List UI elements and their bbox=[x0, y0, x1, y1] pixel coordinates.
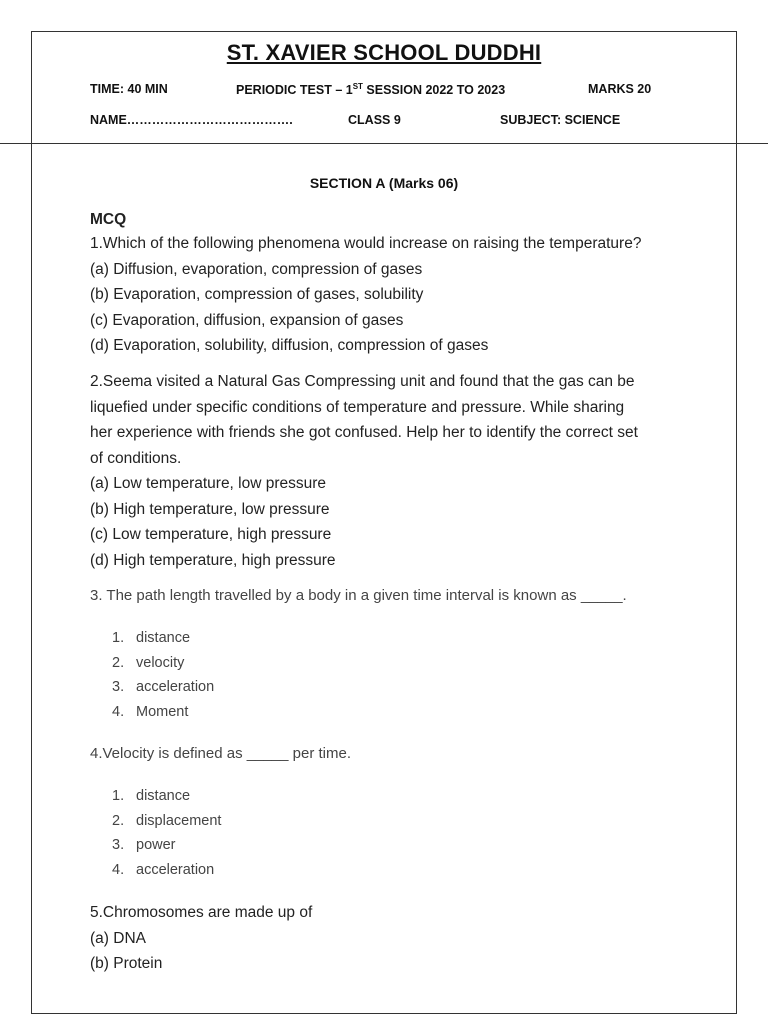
list-item: 4. Moment bbox=[112, 703, 189, 720]
question-5 bbox=[90, 900, 312, 977]
subject-label: SUBJECT: SCIENCE bbox=[500, 113, 621, 127]
list-item: 3. acceleration bbox=[112, 679, 215, 695]
header-divider bbox=[0, 143, 768, 144]
marks-label: MARKS 20 bbox=[588, 82, 652, 96]
list-item: 1. distance bbox=[112, 630, 191, 646]
option: (b) High temperature, low pressure bbox=[90, 500, 330, 518]
question-text: 5.Chromosomes are made up of bbox=[90, 904, 313, 921]
test-title: PERIODIC TEST – 1ST SESSION 2022 TO 2023 bbox=[236, 82, 506, 98]
question-1 bbox=[90, 231, 641, 359]
time-label: TIME: 40 MIN bbox=[90, 82, 168, 96]
option: (a) Low temperature, low pressure bbox=[90, 475, 327, 492]
question-2 bbox=[90, 369, 638, 573]
question-text: her experience with friends she got confused. Help her to identify the correct set bbox=[90, 424, 638, 441]
list-item: 3. power bbox=[112, 837, 176, 853]
option: (b) Protein bbox=[90, 955, 163, 972]
list-item: 4. acceleration bbox=[112, 861, 215, 878]
school-name: ST. XAVIER SCHOOL DUDDHI bbox=[226, 40, 542, 65]
section-title: SECTION A (Marks 06) bbox=[309, 175, 459, 191]
option: (c) Evaporation, diffusion, expansion of gases bbox=[90, 311, 404, 329]
question-text: of conditions. bbox=[90, 449, 182, 467]
option: (c) Low temperature, high pressure bbox=[90, 526, 332, 543]
question-4: 4.Velocity is defined as _____ per time. bbox=[90, 745, 351, 762]
option: (d) High temperature, high pressure bbox=[90, 551, 336, 569]
list-item: 2. displacement bbox=[112, 812, 222, 829]
question-3-options bbox=[112, 626, 214, 724]
question-text: liquefied under specific conditions of temperature and pressure. While sharing bbox=[90, 398, 625, 416]
option: (b) Evaporation, compression of gases, solubility bbox=[90, 286, 424, 303]
list-item: 2. velocity bbox=[112, 654, 185, 671]
option: (a) DNA bbox=[90, 929, 146, 947]
question-text: 2.Seema visited a Natural Gas Compressing unit and found that the gas can be bbox=[90, 373, 635, 390]
option: (d) Evaporation, solubility, diffusion, compression of gases bbox=[90, 337, 489, 354]
name-field: NAME…………………………………. bbox=[90, 113, 293, 127]
list-item: 1. distance bbox=[112, 788, 191, 804]
option: (a) Diffusion, evaporation, compression of gases bbox=[90, 260, 423, 278]
class-label: CLASS 9 bbox=[348, 113, 401, 127]
question-3: 3. The path length travelled by a body in a given time interval is known as _____. bbox=[90, 587, 627, 604]
question-text: 1.Which of the following phenomena would increase on raising the temperature? bbox=[90, 235, 642, 252]
mcq-label: MCQ bbox=[90, 211, 127, 228]
question-4-options bbox=[112, 784, 221, 882]
